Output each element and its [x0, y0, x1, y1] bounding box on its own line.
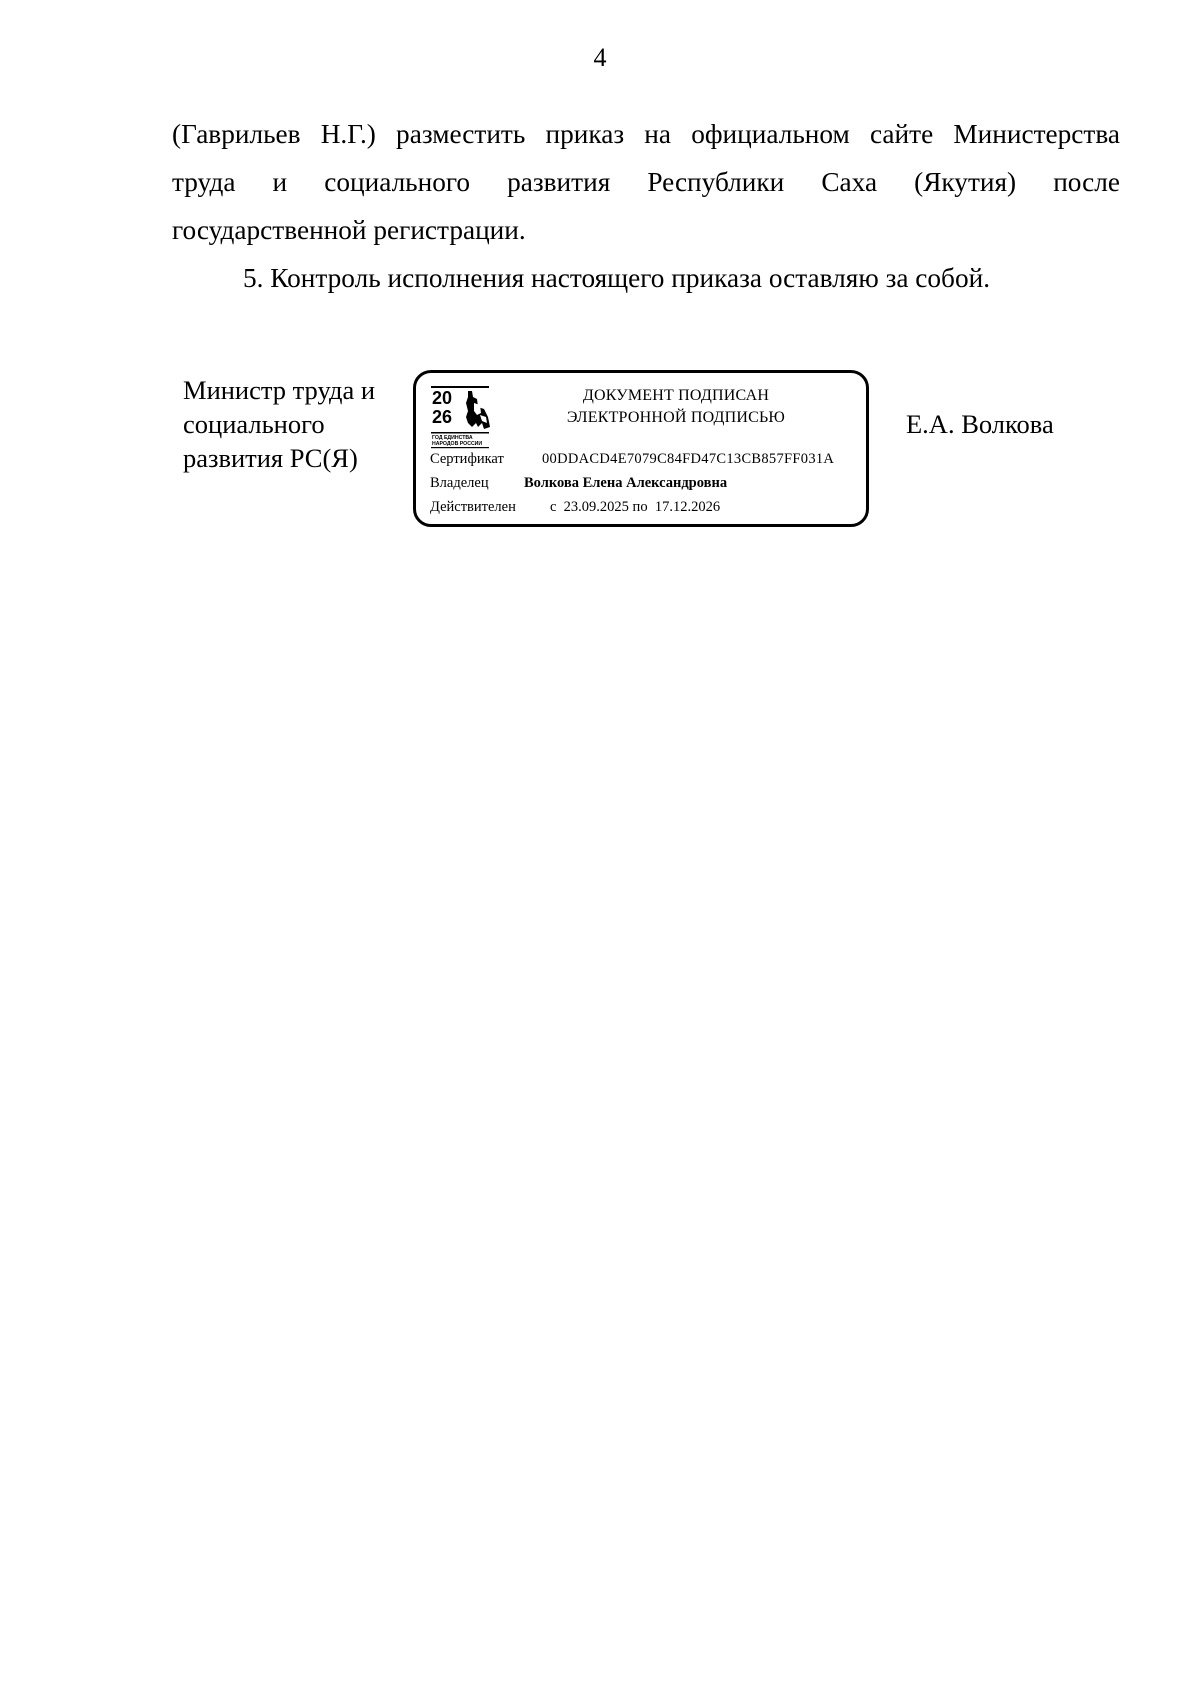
electronic-signature-stamp	[413, 370, 869, 527]
logo-caption-line1: ГОД ЕДИНСТВА	[432, 435, 473, 441]
year-of-unity-2026-logo-icon	[428, 383, 506, 449]
page-number: 4	[593, 43, 607, 72]
stamp-heading-line1: ДОКУМЕНТ ПОДПИСАН	[582, 387, 770, 404]
stamp-heading	[516, 385, 836, 429]
stamp-owner-row	[430, 473, 728, 493]
owner-value: Волкова Елена Александровна	[524, 475, 728, 491]
validity-label: Действителен	[430, 499, 516, 515]
paragraph-line: труда и социального развития Республики Саха (Якутия) после	[172, 167, 1120, 197]
signatory-position-line: социального	[183, 409, 325, 439]
certificate-label: Сертификат	[430, 451, 504, 467]
logo-year-top: 20	[432, 388, 453, 408]
signatory-position-line: Министр труда и	[183, 375, 376, 405]
paragraph-publication	[172, 110, 1120, 254]
validity-value: с 23.09.2025 по 17.12.2026	[550, 499, 721, 515]
certificate-value: 00DDACD4E7079C84FD47C13CB857FF031A	[542, 451, 835, 467]
stamp-validity-row	[430, 497, 721, 517]
stamp-heading-line2: ЭЛЕКТРОННОЙ ПОДПИСЬЮ	[566, 409, 786, 426]
logo-year-bottom: 26	[432, 407, 453, 427]
logo-caption-line2: НАРОДОВ РОССИИ	[432, 441, 483, 447]
signatory-name: Е.А. Волкова	[906, 409, 1054, 439]
paragraph-line: (Гаврильев Н.Г.) разместить приказ на официальном сайте Министерства	[172, 119, 1120, 149]
paragraph-control: 5. Контроль исполнения настоящего приказа оставляю за собой.	[243, 263, 991, 293]
signatory-position	[183, 373, 375, 475]
signatory-position-line: развития РС(Я)	[183, 443, 358, 473]
owner-label: Владелец	[430, 475, 489, 491]
stamp-certificate-row	[430, 449, 835, 469]
paragraph-line: государственной регистрации.	[172, 215, 526, 245]
